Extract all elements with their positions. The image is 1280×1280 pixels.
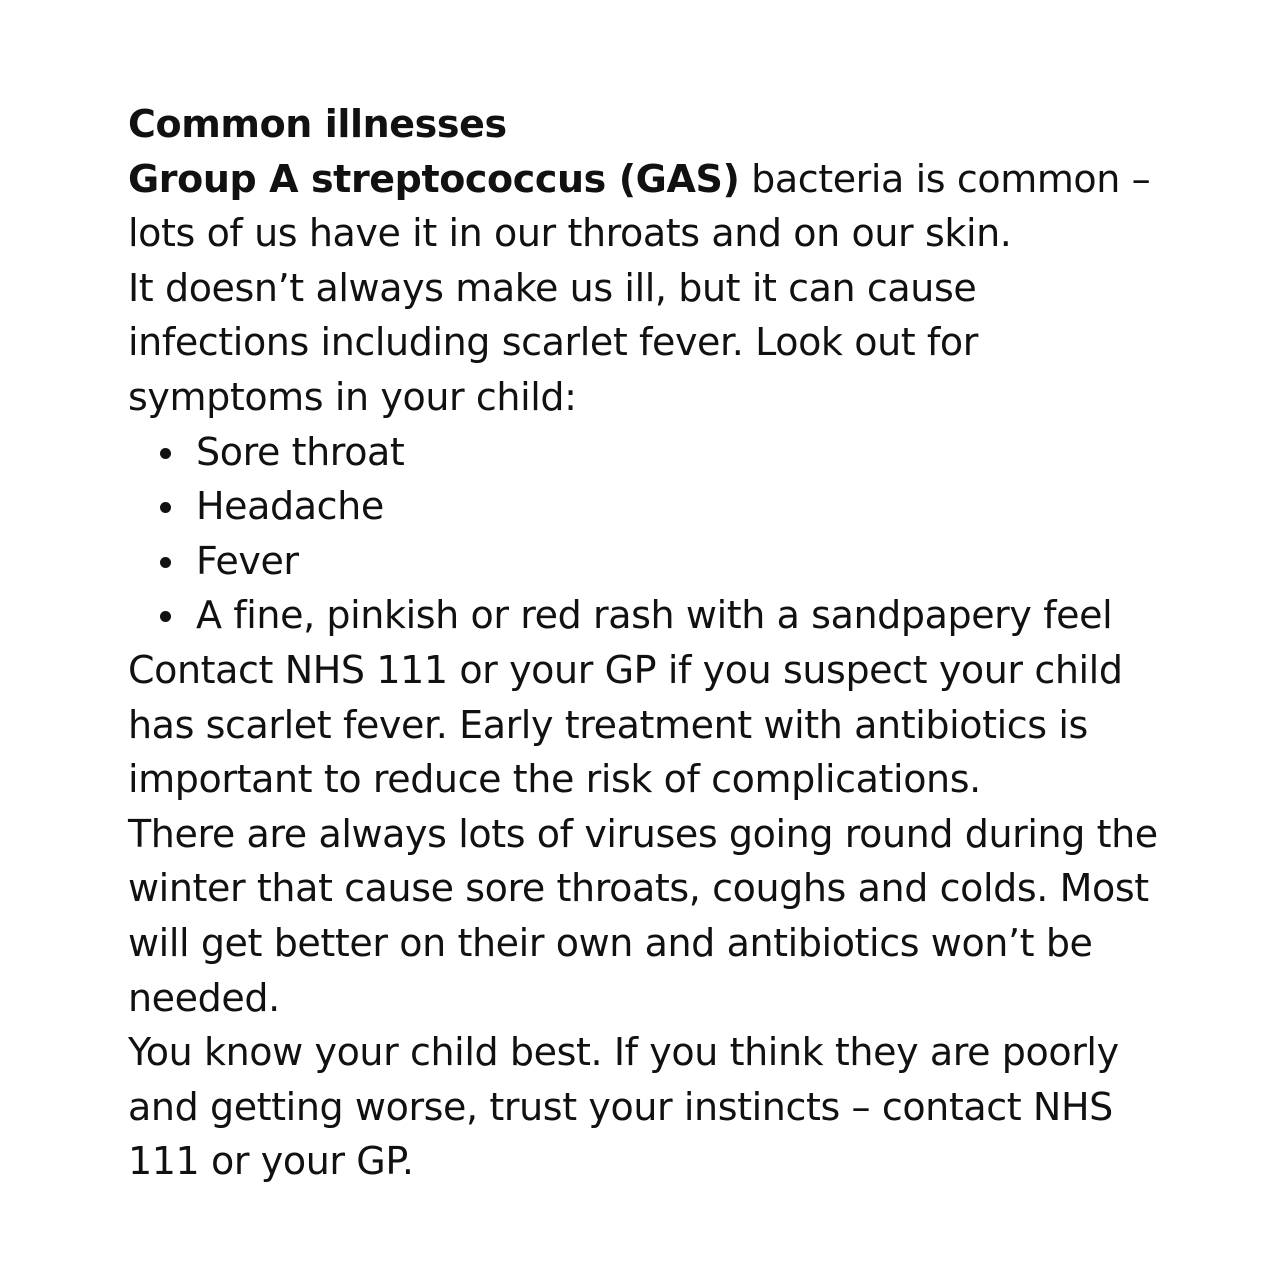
symptoms-list (128, 425, 1158, 643)
symptoms-intro-paragraph: It doesn’t always make us ill, but it can cause infections including scarlet fever. Look out for symptoms in your child: (128, 265, 978, 419)
intro-paragraph (128, 152, 1158, 261)
contact-advice-paragraph: Contact NHS 111 or your GP if you suspect your child has scarlet fever. Early treatment with antibiotics is important to reduce the risk of complications. (128, 647, 1123, 802)
intro-bold-lead: Group A streptococcus (GAS) (128, 156, 740, 201)
list-item-label: A fine, pinkish or red rash with a sandpapery feel (196, 593, 1113, 638)
list-item-label: Headache (196, 484, 384, 529)
list-item (128, 588, 1158, 643)
bullet-icon (160, 557, 171, 568)
article (128, 97, 1158, 1189)
intro-text: bacteria is common – lots of us have it in our throats and on our skin. (128, 156, 1151, 256)
list-item (128, 425, 1158, 480)
bullet-icon (160, 448, 171, 459)
instinct-advice-paragraph: You know your child best. If you think they are poorly and getting worse, trust your instincts – contact NHS 111 or your GP. (128, 1030, 1119, 1184)
list-item-label: Fever (196, 538, 299, 583)
list-item (128, 479, 1158, 534)
bullet-icon (160, 502, 171, 513)
bullet-icon (160, 611, 171, 622)
viruses-info-paragraph: There are always lots of viruses going round during the winter that cause sore throats, coughs and colds. Most will get better on their own and antibiotics won’t be needed. (128, 811, 1158, 1020)
list-item-label: Sore throat (196, 429, 405, 474)
list-item (128, 534, 1158, 589)
page-title: Common illnesses (128, 102, 507, 146)
